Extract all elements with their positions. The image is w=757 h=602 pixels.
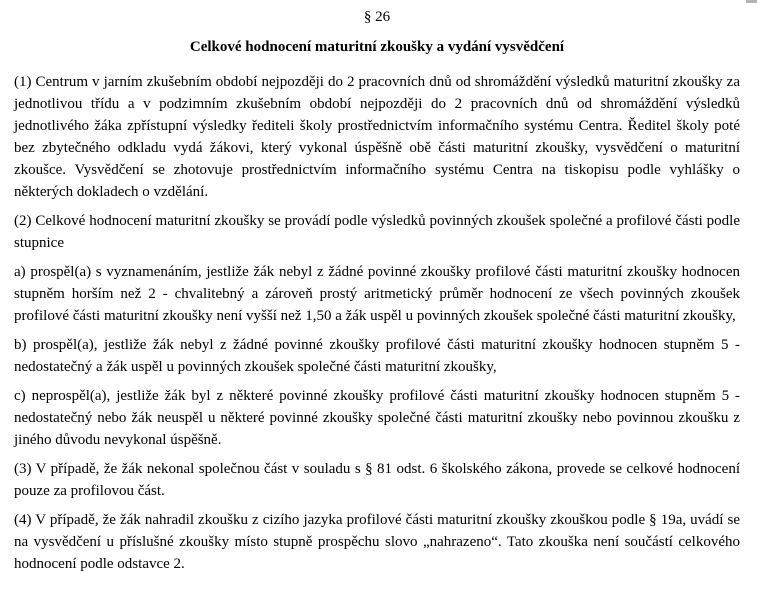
paragraph-4: (4) V případě, že žák nahradil zkoušku z cizího jazyka profilové části maturitní zkoušky zkouškou podle § 19a, uvádí se na vysvědčení u příslušné zkoušky místo stupně prospěchu slovo „nahrazeno“. Tato zkouška není součástí celkového hodnocení podle odstavce 2. [14,512,740,572]
paragraph-1: (1) Centrum v jarním zkušebním období nejpozději do 2 pracovních dnů od shromáždění výsledků maturitní zkoušky za jednotlivou třídu a v podzimním zkušebním období nejpozději do 2 pracovních dnů od shromáždění výsledků jednotlivého žáka zpřístupní výsledky řediteli školy prostřednictvím informačního systému Centra. Ředitel školy poté bez zbytečného odkladu vydá žákovi, který vykonal úspěšně obě části maturitní zkoušky, vysvědčení o maturitní zkoušce. Vysvědčení se zhotovuje prostřednictvím informačního systému Centra na tiskopisu podle vyhlášky o některých dokladech o vzdělání. [14,74,740,200]
paragraph-2: (2) Celkové hodnocení maturitní zkoušky se provádí podle výsledků povinných zkoušek společné a profilové části podle stupnice [14,213,740,251]
paragraph-3: (3) V případě, že žák nekonal společnou část v souladu s § 81 odst. 6 školského zákona, provede se celkové hodnocení pouze za profilovou část. [14,461,740,499]
paragraph-2c: c) neprospěl(a), jestliže žák byl z některé povinné zkoušky profilové části maturitní zkoušky hodnocen stupněm 5 - nedostatečný nebo žák neuspěl u některé povinné zkoušky společné části maturitní zkoušky nebo povinnou zkoušku z jiného důvodu nevykonal úspěšně. [14,388,740,448]
paragraph-2a: a) prospěl(a) s vyznamenáním, jestliže žák nebyl z žádné povinné zkoušky profilové části maturitní zkoušky hodnocen stupněm horším než 2 - chvalitebný a zároveň prostý aritmetický průměr hodnocení ze všech povinných zkoušek profilové části maturitní zkoušky není vyšší než 1,50 a žák uspěl u povinných zkoušek společné části maturitní zkoušky, [14,264,740,324]
paragraph-2b: b) prospěl(a), jestliže žák nebyl z žádné povinné zkoušky profilové části maturitní zkoušky hodnocen stupněm 5 - nedostatečný a žák uspěl u povinných zkoušek společné části maturitní zkoušky, [14,337,740,375]
scrollbar-thumb[interactable] [746,0,757,3]
document-title: Celkové hodnocení maturitní zkoušky a vydání vysvědčení [189,39,565,55]
section-number: § 26 [363,9,391,25]
